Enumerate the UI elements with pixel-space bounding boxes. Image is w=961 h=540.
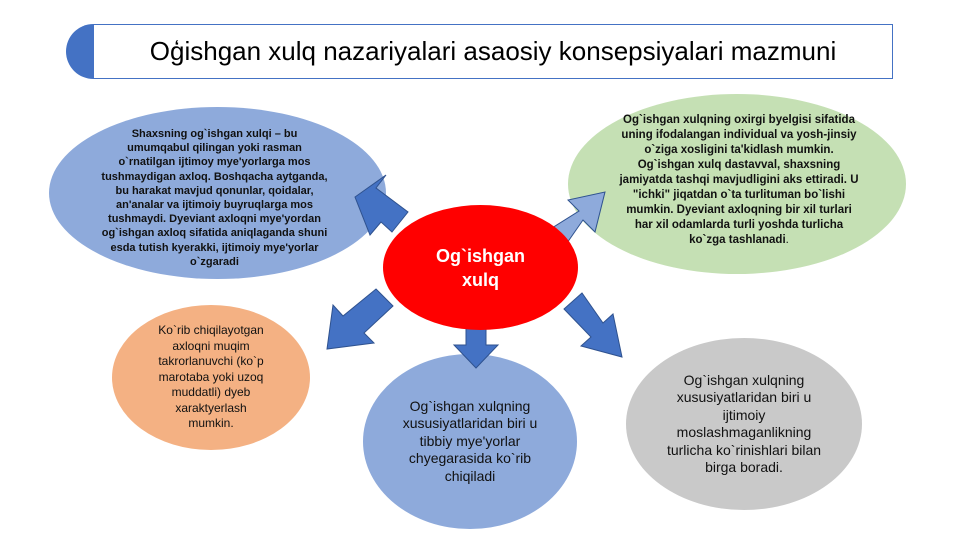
arrow-to-left	[327, 289, 393, 349]
node-bottom-text: Og`ishgan xulqning xususiyatlaridan biri u tibbiy mye'yorlar chyegarasida ko`rib chiqiladi	[402, 397, 538, 484]
arrow-to-right	[564, 293, 622, 357]
node-top-right-trailing: .	[785, 233, 789, 246]
page-title: Oģishgan xulq nazariyalari asaosiy konsepsiyalari mazmuni	[149, 36, 837, 66]
center-node	[383, 205, 578, 330]
node-right-text: Og`ishgan xulqning xususiyatlaridan biri u ijtimoiy moslashmaganlikning turlicha ko`rinishlari bilan birga boradi.	[666, 371, 822, 475]
node-left-text: Ko`rib chiqilayotgan axloqni muqim takrorlanuvchi (ko`p marotaba yoki uzoq muddatli) dyeb xaraktyerlash mumkin.	[158, 323, 264, 431]
center-node-label: Og`ishgan xulq	[436, 245, 525, 290]
arrow-to-top-left	[355, 175, 408, 235]
node-top-left-text: Shaxsning og`ishgan xulqi – bu umumqabul qilingan yoki rasman o`rnatilgan ijtimoy mye'yorlarga mos tushmaydigan axloq. Boshqacha aytganda, bu harakat mavjud qonunlar, qoidalar, an'analar va ijtimoiy buyruqlarga mos tushmaydi. Dyeviant axloqni mye'yordan og`ishgan axloq sifatida aniqlaganda shuni esda tutish kyerakki, ijtimoiy mye'yorlar o`zgaradi	[101, 127, 328, 268]
node-top-right-body: Og`ishgan xulqning oxirgi byelgisi sifatida uning ifodalangan individual va yosh-jinsiy o`ziga xosligini ta'kidlash mumkin. Og`ishgan xulq dastavval, shaxsning jamiyatda tashqi mavjudligini aks ettiradi. U "ichki" jiqatdan o`ta turlituman bo`lishi mumkin. Dyeviant axloqning bir xil turlari har xil odamlarda turli yoshda turlicha ko`zga tashlanadi	[619, 113, 859, 246]
